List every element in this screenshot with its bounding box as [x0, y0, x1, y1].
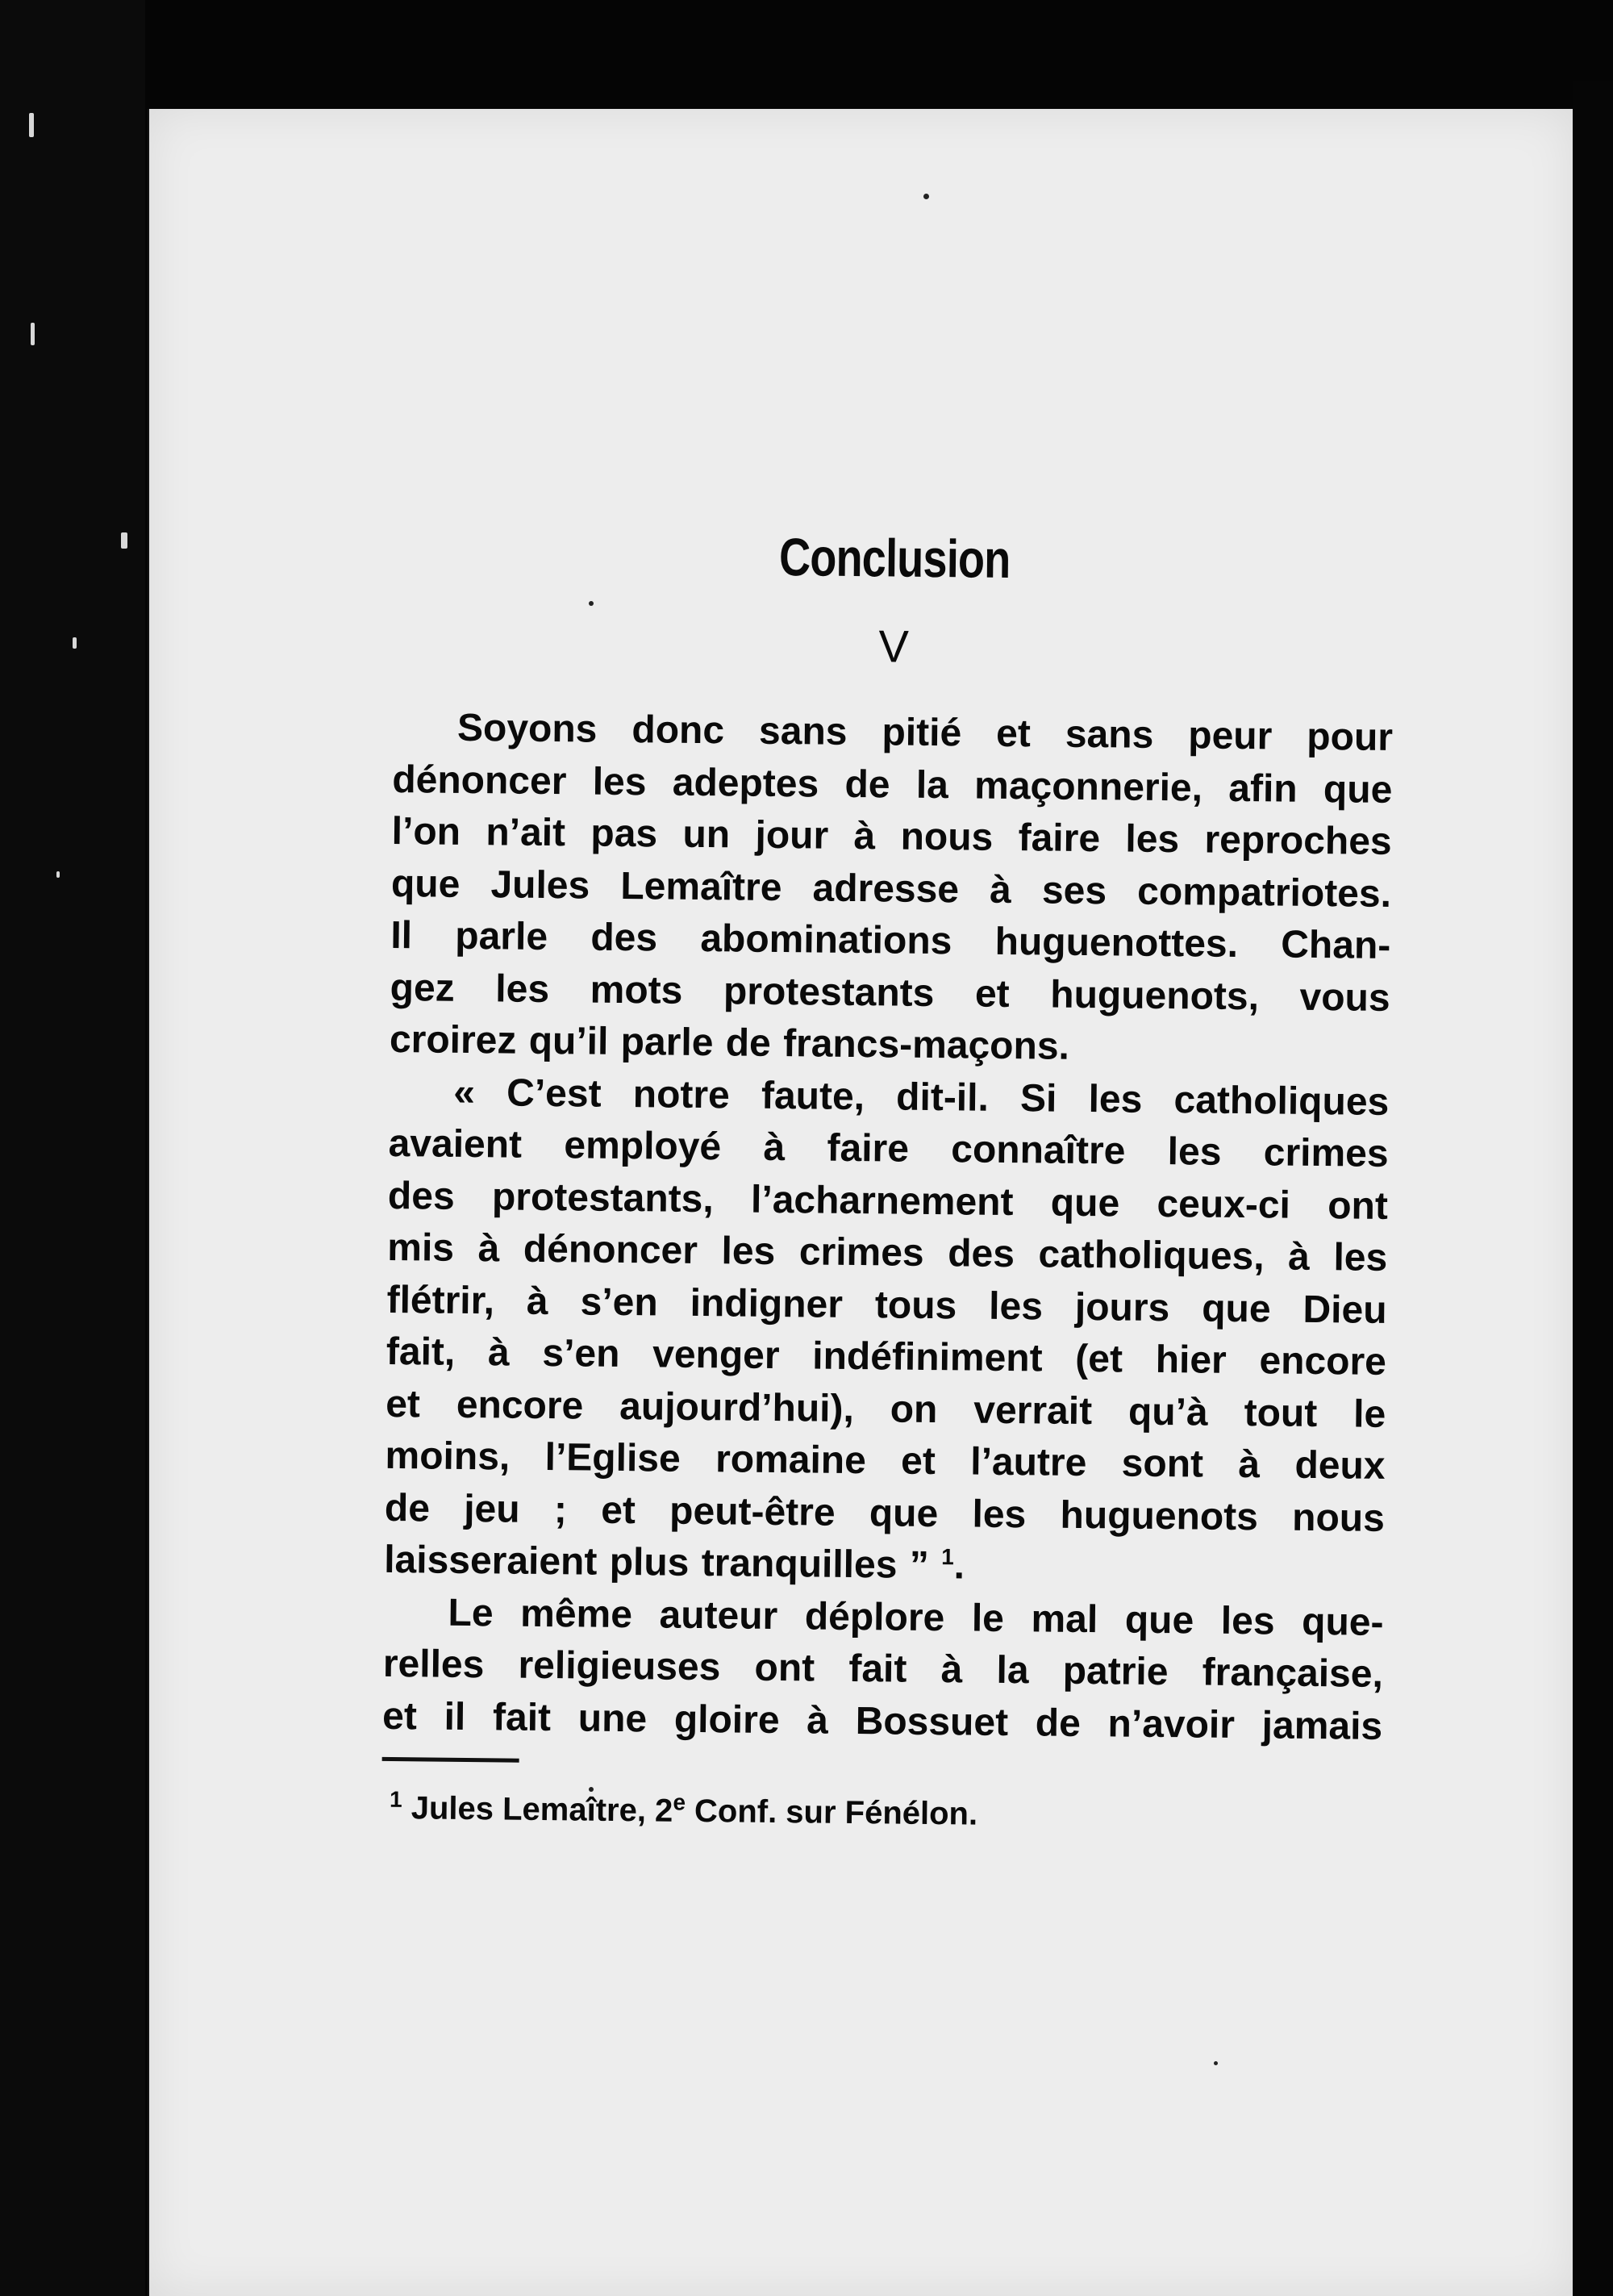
scan-speck	[56, 871, 60, 878]
text-line: avaient employé à faire connaître les crimes	[388, 1121, 1389, 1175]
footnote-text: Jules Lemaître, 2	[411, 1790, 673, 1829]
text-line: croirez qu’il parle de francs-maçons.	[389, 1017, 1070, 1068]
scan-speck	[29, 113, 34, 137]
page-text-block	[381, 500, 1395, 1841]
text-line: l’on n’ait pas un jour à nous faire les reproches	[391, 809, 1392, 863]
text-line: Soyons donc sans pitié et sans peur pour	[456, 706, 1394, 759]
text-line: « C’est notre faute, dit-il. Si les catholiques	[453, 1071, 1390, 1124]
footnote-separator	[382, 1757, 519, 1763]
text-line: des protestants, l’acharnement que ceux-ci ont	[387, 1174, 1389, 1228]
text-line: laisseraient plus tranquilles ”	[383, 1538, 942, 1588]
scan-speck	[121, 532, 127, 549]
right-page-edge	[1573, 81, 1613, 2296]
text-line-with-footnote	[384, 1534, 1385, 1597]
paper-speck	[923, 194, 929, 199]
text-line: relles religieuses ont fait à la patrie française,	[382, 1642, 1384, 1696]
text-line: fait, à s’en venger indéfiniment (et hier encore	[386, 1330, 1387, 1384]
paragraph-1	[390, 702, 1394, 1076]
text-line: mis à dénoncer les crimes des catholiques, à les	[387, 1225, 1388, 1279]
scan-speck	[73, 637, 77, 649]
footnote-text-end: Conf. sur Fénélon.	[685, 1793, 978, 1832]
text-line: dénoncer les adeptes de la maçonnerie, afin que	[392, 758, 1393, 812]
text-line: de jeu ; et peut-être que les huguenots nous	[384, 1486, 1386, 1540]
adjacent-page-edge	[0, 0, 145, 2296]
text-line: et il fait une gloire à Bossuet de n’avoir jamais	[381, 1694, 1383, 1748]
footnote-marker: 1	[389, 1786, 402, 1812]
footnote-superscript: e	[673, 1789, 686, 1815]
text-line: moins, l’Eglise romaine et l’autre sont à deux	[385, 1434, 1386, 1488]
paragraph-3	[382, 1586, 1384, 1752]
text-line: flétrir, à s’en indigner tous les jours que Dieu	[386, 1278, 1387, 1332]
text-line: gez les mots protestants et huguenots, vous	[390, 966, 1390, 1020]
text-line: et encore aujourd’hui), on verrait qu’à tout le	[385, 1382, 1386, 1436]
text-line: Le même auteur déplore le mal que les que-	[448, 1591, 1384, 1644]
end-punctuation: .	[953, 1544, 965, 1588]
scan-speck	[31, 323, 35, 345]
footnote-reference: 1	[941, 1544, 954, 1570]
chapter-number: V	[878, 620, 910, 672]
section-heading: Conclusion	[778, 526, 1011, 589]
paragraph-2-quotation	[384, 1066, 1390, 1597]
text-line: Il parle des abominations huguenottes. Chan-	[390, 913, 1391, 967]
text-line: que Jules Lemaître adresse à ses compatriotes.	[390, 862, 1392, 916]
paper-speck	[1214, 2061, 1218, 2065]
